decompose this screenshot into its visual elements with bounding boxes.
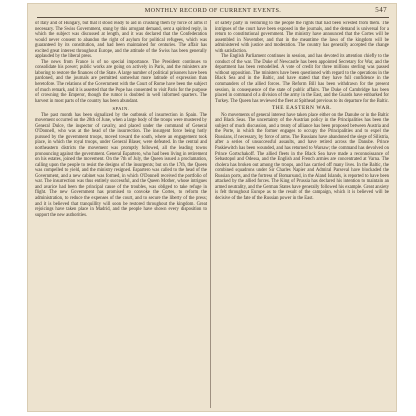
left-paragraph-1: of Italy and of Hungary, but that it stood ready to aid in crushing them by force of arms if necessary. The Swiss Government, stung by this arrogant demand, sent a spirited reply, in which the subject was discussed at length, and it was declared that the Confederation would never consent to abandon the right of asylum for political refugees, which was guaranteed by its constitution, and had been maintained for centuries. The affair has excited great interest throughout Europe, and the attitude of the Swiss has been generally applauded by the liberal press. [35, 21, 207, 60]
right-column [215, 21, 389, 409]
header-rule [37, 17, 389, 18]
page-number: 547 [375, 6, 387, 14]
left-paragraph-3: The past month has been signalized by the outbreak of insurrection in Spain. The movement occurred on the 28th of June, when a large body of the troops were mustered by General Dulce, the inspector of cavalry, and placed under the command of General O'Donnell, who was at the head of the insurrection. The insurgent force being hotly pursued by the government troops, moved toward the south, where an engagement took place, in which the royal troops, under General Blaser, were defeated. In the central and northeastern districts the movement was promptly followed, all the leading towns pronouncing against the government. General Espartero, who had been living in retirement on his estates, joined the movement. On the 7th of July, the Queen issued a proclamation, calling upon the people to resist the designs of the insurgents; but on the 17th, the Queen was compelled to yield, and the ministry resigned. Espartero was called to the head of the Government, and a new cabinet was formed, in which O'Donnell received the portfolio of war. The insurrection was thus entirely successful, and the Queen Mother, whose intrigues and avarice had been the principal cause of the troubles, was obliged to take refuge in flight. The new Government has promised to convoke the Cortes, to reform the administration, to reduce the expenses of the court, and to secure the liberty of the press; and it is believed that tranquillity will soon be restored throughout the kingdom. Great rejoicings have taken place in Madrid, and the people have shown every disposition to support the new authorities. [35, 112, 207, 218]
running-title: MONTHLY RECORD OF CURRENT EVENTS. [144, 7, 282, 14]
right-paragraph-3: No movements of general interest have taken place either on the Danube or in the Baltic and Black Seas. The uncertainty of the Austrian policy in the Principalities has been the subject of much discussion, and a treaty of alliance has been proposed between Austria and the Porte, in which the former engages to occupy the Principalities and to expel the Russians, if necessary, by force of arms. The Russians have abandoned the siege of Silistria, after a series of unsuccessful assaults, and have retired across the Danube. Prince Paskiewitch has been wounded, and has returned to Warsaw; the command has devolved on Prince Gortschakoff. The allied fleets in the Black Sea have made a reconnoissance of Sebastopol and Odessa, and the English and French armies are concentrated at Varna. The cholera has broken out among the troops, and has carried off many lives. In the Baltic, the combined squadrons under Sir Charles Napier and Admiral Parseval have blockaded the Russian ports, and the fortress of Bomarsund, in the Aland Islands, is reported to have been attacked by the allied forces. The King of Prussia has declared his intention to maintain an armed neutrality, and the German States have generally followed his example. Great anxiety is felt throughout Europe as to the result of the campaign, which it is believed will be decisive of the fate of the Russian power in the East. [215, 112, 389, 201]
document-page [27, 3, 397, 412]
right-paragraph-2: The English Parliament continues in session, and has devoted its attention chiefly to the conduct of the war. The Duke of Newcastle has been appointed Secretary for War, and the department has been remodelled. A vote of credit for three millions sterling was passed without opposition. The ministers have been questioned with regard to the operations in the Black Sea and in the Baltic, and have stated that they have full confidence in the commanders of the allied forces. The Reform Bill has been withdrawn for the present session, in consequence of the state of public affairs. The Duke of Cambridge has been placed in command of a division of the army in the East, and the Guards have embarked for Turkey. The Queen has reviewed the fleet at Spithead previous to its departure for the Baltic. [215, 54, 389, 104]
left-paragraph-2: The news from France is of no special importance. The President continues to consolidate his power; public works are going on actively in Paris, and the ministers are laboring to restore the finances of the State. A large number of political prisoners have been pardoned, and the journals are permitted somewhat more latitude of expression than heretofore. The relations of the Government with the Court of Rome have been the subject of much remark, and it is asserted that the Pope has consented to visit Paris for the purpose of crowning the Emperor, though the rumor is doubted in well informed quarters. The harvest in most parts of the country has been abundant. [35, 59, 207, 104]
right-paragraph-1: of safety party in venturing to the people the rights that had been wrested from them. The intrigues of the court have been exposed in the journals, and the demand is universal for a return to constitutional government. The ministry have announced that the Cortes will be assembled in November, and that in the meantime the laws of the kingdom will be administered with justice and moderation. The country has generally accepted the change with satisfaction. [215, 21, 389, 54]
column-divider [210, 20, 211, 408]
section-heading-spain: SPAIN. [112, 106, 130, 112]
section-heading-eastern-war: THE EASTERN WAR. [271, 105, 333, 112]
running-head [37, 7, 389, 17]
left-column [35, 21, 207, 409]
